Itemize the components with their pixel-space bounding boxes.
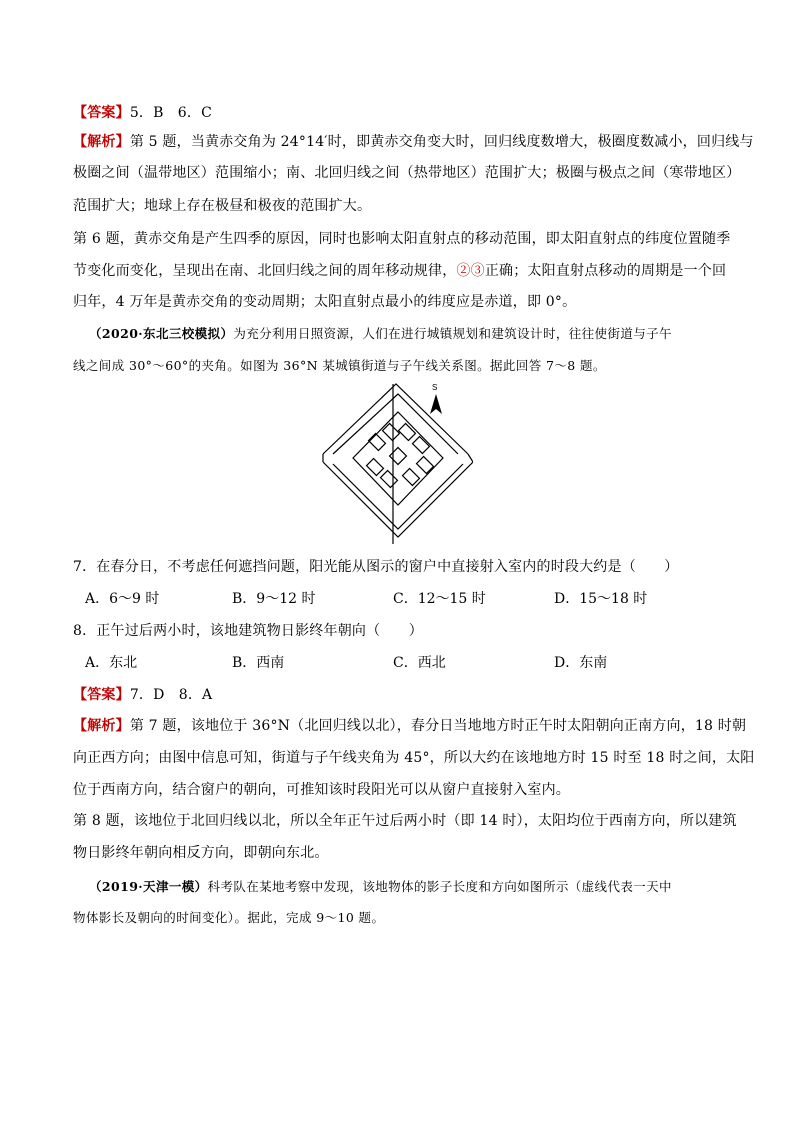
analysis-6-line-3: 归年，4 万年是黄赤交角的变动周期；太阳直射点最小的纬度应是赤道，即 0°。 bbox=[73, 294, 577, 310]
question-7-options bbox=[85, 589, 725, 609]
analysis-6-line-1: 第 6 题，黄赤交角是产生四季的原因，同时也影响太阳直射点的移动范围，即太阳直射点的纬度位置随季 bbox=[73, 231, 731, 247]
question-8-option-c[interactable]: C．西北 bbox=[393, 655, 446, 671]
source-label: （2019·天津一模） bbox=[89, 879, 208, 894]
question-7-option-d[interactable]: D．15～18 时 bbox=[554, 591, 648, 607]
analysis-8-line-2: 物日影终年朝向相反方向，即朝向东北。 bbox=[73, 845, 329, 861]
answer-text: 7．D 8．A bbox=[129, 687, 213, 703]
question-8-options bbox=[85, 653, 725, 673]
analysis-7-line-3: 位于西南方向，结合窗户的朝向，可推知该时段阳光可以从窗户直接射入室内。 bbox=[73, 782, 570, 798]
answer-5-6 bbox=[73, 103, 723, 123]
analysis-8-line-1: 第 8 题，该地位于北回归线以北，所以全年正午过后两小时（即 14 时），太阳均位于西南方向，所以建筑 bbox=[73, 813, 737, 829]
road-inner-north bbox=[333, 394, 458, 454]
intro-7-8-line-2: 线之间成 30°～60°的夹角。如图为 36°N 某城镇街道与子午线关系图。据此回答 7～8 题。 bbox=[73, 358, 606, 373]
north-arrow-icon bbox=[430, 383, 442, 414]
question-7-option-a[interactable]: A．6～9 时 bbox=[85, 591, 160, 607]
question-7-stem: 7．在春分日，不考虑任何遮挡问题，阳光能从图示的窗户中直接射入室内的时段大约是（ ） bbox=[73, 559, 679, 575]
answer-tag: 【答案】 bbox=[73, 687, 130, 703]
analysis-tag: 【解析】 bbox=[73, 134, 130, 150]
intro-text: 科考队在某地考察中发现，该地物体的影子长度和方向如图所示（虚线代表一天中 bbox=[207, 879, 672, 894]
building bbox=[367, 459, 384, 476]
intro-text: 为充分利用日照资源，人们在进行城镇规划和建筑设计时，往往使街道与子午 bbox=[233, 326, 672, 341]
source-label: （2020·东北三校模拟） bbox=[89, 326, 234, 341]
building bbox=[369, 434, 386, 451]
answer-7-8 bbox=[73, 685, 723, 705]
analysis-7-line-2: 向正西方向；由图中信息可知，街道与子午线夹角为 45°，所以大约在该地地方时 15 时至 18 时之间，太阳 bbox=[73, 750, 755, 766]
building bbox=[381, 471, 398, 488]
building bbox=[390, 448, 407, 465]
analysis-text: 第 5 题，当黄赤交角为 24°14′时，即黄赤交角变大时，回归线度数增大，极圈度数减小，回归线与 bbox=[129, 134, 754, 150]
intro-9-10-line-2: 物体影长及朝向的时间变化）。据此，完成 9～10 题。 bbox=[73, 910, 385, 925]
analysis-7-line-1 bbox=[73, 716, 747, 736]
question-8-option-d[interactable]: D．东南 bbox=[554, 655, 608, 671]
compass-label: S bbox=[432, 383, 438, 392]
building bbox=[413, 437, 430, 454]
analysis-6-text-b: 正确；太阳直射点移动的周期是一个回 bbox=[484, 263, 727, 279]
intro-9-10-line-1 bbox=[89, 877, 723, 897]
correct-options-marker: ②③ bbox=[456, 263, 485, 279]
answer-text: 5．B 6．C bbox=[129, 105, 213, 121]
analysis-5-line-1 bbox=[73, 132, 754, 152]
question-8-option-a[interactable]: A．东北 bbox=[85, 655, 138, 671]
answer-tag: 【答案】 bbox=[73, 105, 130, 121]
intro-7-8-line-1 bbox=[89, 324, 723, 344]
street-meridian-figure bbox=[318, 382, 473, 547]
analysis-6-line-2 bbox=[73, 261, 727, 281]
building bbox=[403, 469, 420, 486]
analysis-tag: 【解析】 bbox=[73, 718, 130, 734]
question-8-option-b[interactable]: B．西南 bbox=[232, 655, 285, 671]
building bbox=[399, 424, 416, 441]
road-inner-south bbox=[333, 464, 463, 529]
street-map-diagram bbox=[318, 382, 473, 547]
analysis-6-text-a: 节变化而变化，呈现出在南、北回归线之间的周年移动规律， bbox=[73, 263, 457, 279]
question-8-stem: 8．正午过后两小时，该地建筑物日影终年朝向（ ） bbox=[73, 623, 423, 639]
question-7-option-b[interactable]: B．9～12 时 bbox=[232, 591, 316, 607]
analysis-5-line-3: 范围扩大；地球上存在极昼和极夜的范围扩大。 bbox=[73, 198, 372, 214]
analysis-text: 第 7 题，该地位于 36°N（北回归线以北），春分日当地地方时正午时太阳朝向正南方向，18 时朝 bbox=[129, 718, 747, 734]
question-7-option-c[interactable]: C．12～15 时 bbox=[393, 591, 486, 607]
road-south bbox=[323, 462, 473, 537]
analysis-5-line-2: 极圈之间（温带地区）范围缩小；南、北回归线之间（热带地区）范围扩大；极圈与极点之间（寒带地区） bbox=[73, 165, 741, 181]
